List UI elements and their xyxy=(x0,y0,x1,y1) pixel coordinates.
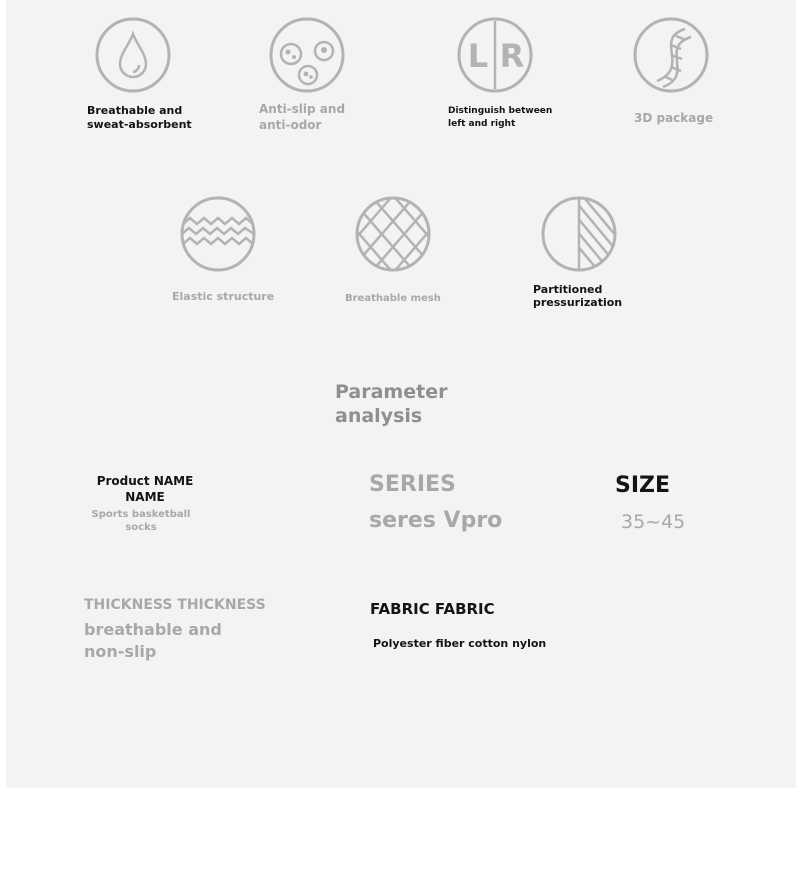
feature-label xyxy=(87,104,192,133)
product-name-value-line: Sports basketball xyxy=(91,509,191,520)
thickness-value-line: breathable and xyxy=(84,620,222,639)
feature-label xyxy=(172,290,274,304)
feature-label xyxy=(533,284,622,309)
feature-label xyxy=(345,292,441,305)
thickness-value-line: non-slip xyxy=(84,642,157,662)
section-title-line: analysis xyxy=(335,404,423,427)
feature-label xyxy=(634,111,713,127)
feature-label-line: Breathable mesh xyxy=(345,293,441,304)
water-drop-icon xyxy=(95,17,171,93)
left-right-icon xyxy=(457,17,533,93)
zigzag-icon xyxy=(180,196,256,272)
size-label: SIZE xyxy=(615,473,671,498)
feature-label-line: sweat-absorbent xyxy=(87,118,192,132)
product-name-label-line: NAME xyxy=(125,489,165,504)
section-title-line: Parameter xyxy=(335,381,448,403)
series-label: SERIES xyxy=(369,472,456,497)
half-hatch-icon xyxy=(541,196,617,272)
feature-label-line: Breathable and xyxy=(87,104,183,117)
feature-label xyxy=(259,102,345,133)
product-name-label-line: Product NAME xyxy=(96,474,194,488)
fabric-value: Polyester fiber cotton nylon xyxy=(373,637,547,650)
feature-label-line: Elastic structure xyxy=(172,290,275,303)
thickness-value xyxy=(84,619,222,664)
fabric-label: FABRIC FABRIC xyxy=(370,600,495,618)
feature-label-line: Anti-slip and xyxy=(259,102,346,116)
dna-icon xyxy=(633,17,709,93)
lr-left-letter: L xyxy=(467,37,489,75)
lr-right-letter: R xyxy=(499,37,525,75)
section-title xyxy=(335,381,447,429)
size-value: 35~45 xyxy=(621,511,686,533)
feature-label-line: Partitioned xyxy=(533,283,603,296)
product-name-label xyxy=(95,474,195,505)
feature-label-line: anti-odor xyxy=(259,117,322,132)
feature-label-line: 3D package xyxy=(634,111,714,125)
bubbles-icon xyxy=(269,17,345,93)
product-name-value-line: socks xyxy=(125,522,157,533)
series-value: seres Vpro xyxy=(369,508,503,533)
product-name-value xyxy=(88,508,194,534)
mesh-icon xyxy=(355,196,431,272)
feature-label-line: Distinguish between xyxy=(448,106,553,116)
feature-label xyxy=(448,105,552,130)
feature-label-line: left and right xyxy=(448,118,516,129)
thickness-label: THICKNESS THICKNESS xyxy=(84,597,266,613)
feature-label-line: pressurization xyxy=(533,295,623,309)
